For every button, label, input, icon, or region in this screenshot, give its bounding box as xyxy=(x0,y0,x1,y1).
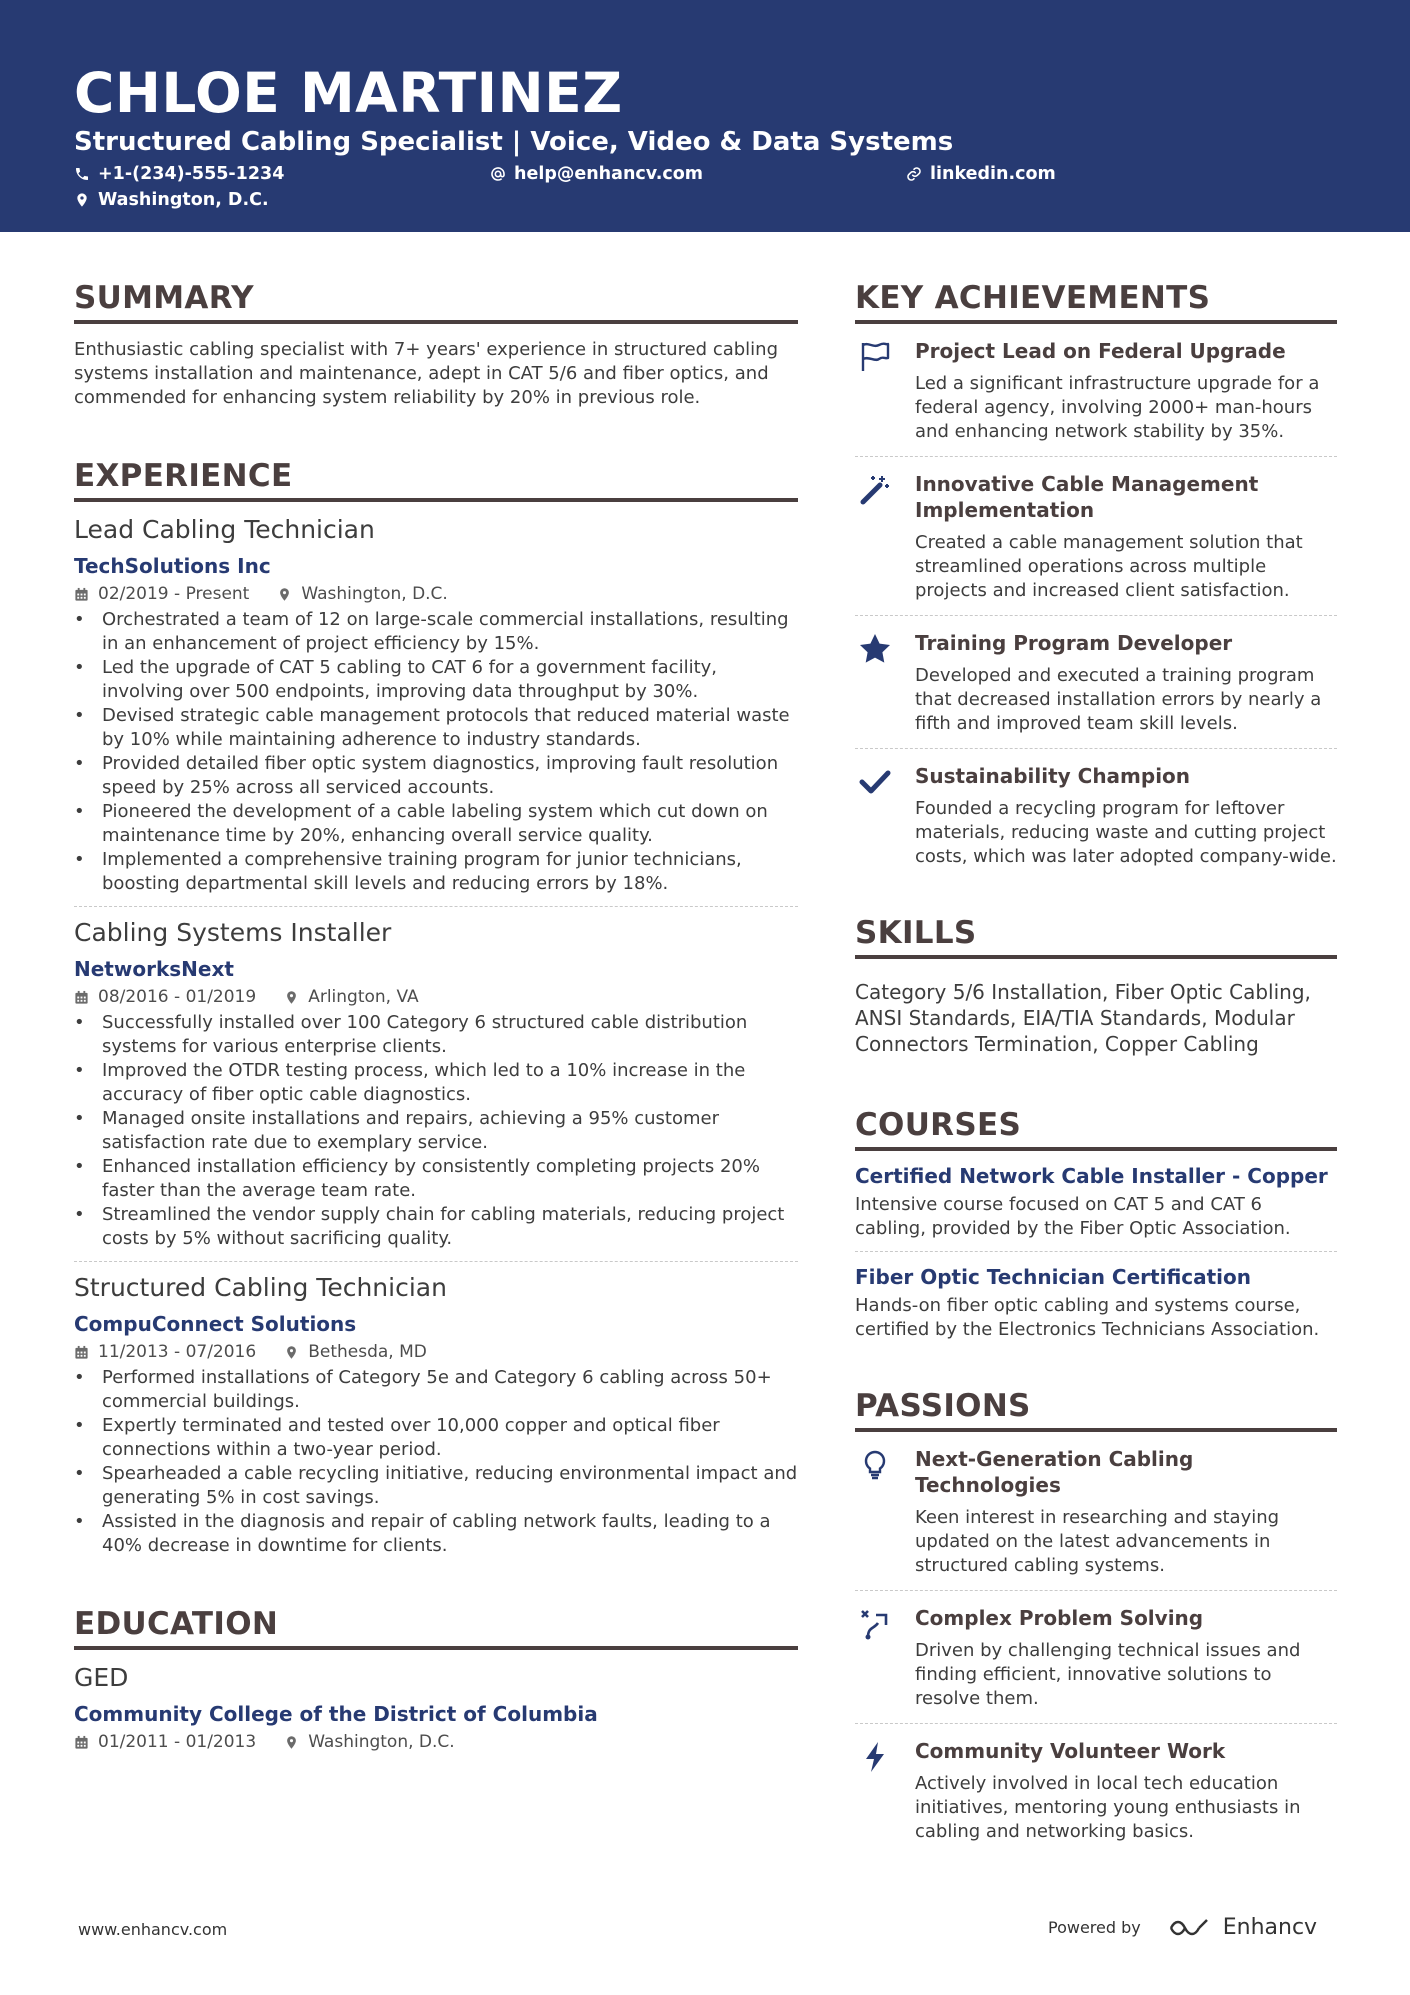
contact-linkedin[interactable] xyxy=(906,162,1056,186)
achievement-item xyxy=(855,324,1337,456)
job-bullet: • Led the upgrade of CAT 5 cabling to CAT 6 for a government facility, involving over 500 endpoints, improving data throughput by 30%. xyxy=(74,656,798,704)
contact-email[interactable] xyxy=(490,162,703,186)
job-entry xyxy=(74,514,798,906)
courses-section xyxy=(855,1105,1337,1352)
item-description: Developed and executed a training program that decreased installation errors by nearly a fifth and improved team skill levels. xyxy=(915,665,1322,734)
brand-name: Enhancv xyxy=(1222,1915,1318,1940)
contact-location xyxy=(74,188,269,212)
item-body xyxy=(915,1738,1337,1844)
job-bullet: • Provided detailed fiber optic system diagnostics, improving fault resolution speed by 25% across all serviced accounts. xyxy=(74,752,798,800)
course-item xyxy=(855,1151,1337,1251)
job-dates-text: 08/2016 - 01/2019 xyxy=(98,987,257,1007)
job-list xyxy=(74,514,798,1568)
item-title: Project Lead on Federal Upgrade xyxy=(915,339,1286,363)
passion-item xyxy=(855,1590,1337,1723)
path-icon xyxy=(855,1605,895,1711)
item-body xyxy=(915,338,1337,444)
job-bullets xyxy=(74,1366,798,1558)
calendar-icon xyxy=(74,990,89,1005)
item-description: Founded a recycling program for leftover materials, reducing waste and cutting project costs, which was later adopted company-wide. xyxy=(915,798,1337,867)
passion-item xyxy=(855,1432,1337,1590)
job-location xyxy=(277,582,447,606)
job-meta xyxy=(74,1340,798,1364)
item-description: Led a significant infrastructure upgrade for a federal agency, involving 2000+ man-hours and enhancing network stability by 35%. xyxy=(915,373,1320,442)
job-entry xyxy=(74,906,798,1261)
location-pin-icon xyxy=(284,1345,299,1360)
item-body xyxy=(915,763,1337,869)
education-dates-text: 01/2011 - 01/2013 xyxy=(98,1732,257,1752)
passions-heading: PASSIONS xyxy=(855,1386,1337,1432)
job-bullet: • Streamlined the vendor supply chain for cabling materials, reducing project costs by 5% without sacrificing quality. xyxy=(74,1203,798,1251)
courses-heading: COURSES xyxy=(855,1105,1337,1151)
enhancv-logo-icon xyxy=(1167,1916,1213,1940)
job-entry xyxy=(74,1261,798,1568)
left-column xyxy=(74,278,798,1754)
header xyxy=(0,0,1410,232)
job-location xyxy=(284,1340,427,1364)
job-location-text: Washington, D.C. xyxy=(301,584,448,604)
job-dates-text: 02/2019 - Present xyxy=(98,584,250,604)
phone-text: +1-(234)-555-1234 xyxy=(98,164,285,184)
school: Community College of the District of Columbia xyxy=(74,1702,598,1726)
company-name: NetworksNext xyxy=(74,957,234,981)
job-bullet: • Spearheaded a cable recycling initiative, reducing environmental impact and generating 5% in cost savings. xyxy=(74,1462,798,1510)
course-list xyxy=(855,1151,1337,1352)
job-bullet: • Assisted in the diagnosis and repair of cabling network faults, leading to a 40% decrease in downtime for clients. xyxy=(74,1510,798,1558)
education-meta xyxy=(74,1730,798,1754)
experience-heading: EXPERIENCE xyxy=(74,456,798,502)
job-location-text: Bethesda, MD xyxy=(308,1342,427,1362)
checkmark-icon xyxy=(855,763,895,869)
education-dates xyxy=(74,1730,256,1754)
course-item xyxy=(855,1251,1337,1352)
summary-section xyxy=(74,278,798,410)
job-title: Structured Cabling Technician xyxy=(74,1273,447,1302)
achievement-item xyxy=(855,456,1337,615)
phone-icon xyxy=(74,166,90,182)
calendar-icon xyxy=(74,1735,89,1750)
contact-phone[interactable] xyxy=(74,162,284,186)
achievement-list xyxy=(855,324,1337,881)
at-icon xyxy=(490,166,506,182)
star-icon xyxy=(855,630,895,736)
location-pin-icon xyxy=(277,587,292,602)
calendar-icon xyxy=(74,587,89,602)
item-description: Driven by challenging technical issues and finding efficient, innovative solutions to resolve them. xyxy=(915,1640,1301,1709)
item-title: Innovative Cable Management Implementation xyxy=(915,472,1259,522)
lightbulb-icon xyxy=(855,1446,895,1578)
passion-list xyxy=(855,1432,1337,1856)
skills-text: Category 5/6 Installation, Fiber Optic Cabling, ANSI Standards, EIA/TIA Standards, Modular Connectors Termination, Copper Cabling xyxy=(855,980,1311,1056)
item-title: Complex Problem Solving xyxy=(915,1606,1204,1630)
job-title: Cabling Systems Installer xyxy=(74,918,392,947)
footer-branding xyxy=(1048,1915,1317,1940)
job-dates-text: 11/2013 - 07/2016 xyxy=(98,1342,257,1362)
achievement-item xyxy=(855,748,1337,881)
job-bullet: • Orchestrated a team of 12 on large-scale commercial installations, resulting in an enhancement of project efficiency by 15%. xyxy=(74,608,798,656)
location-pin-icon xyxy=(284,990,299,1005)
item-description: Keen interest in researching and staying updated on the latest advancements in structured cabling systems. xyxy=(915,1507,1280,1576)
job-bullet: • Expertly terminated and tested over 10,000 copper and optical fiber connections within a two-year period. xyxy=(74,1414,798,1462)
item-body xyxy=(915,1605,1337,1711)
summary-text: Enthusiastic cabling specialist with 7+ years' experience in structured cabling systems installation and maintenance, adept in CAT 5/6 and fiber optics, and commended for enhancing system reliability by 20% in previous role. xyxy=(74,339,779,408)
passion-item xyxy=(855,1723,1337,1856)
education-location-text: Washington, D.C. xyxy=(308,1732,455,1752)
item-description: Actively involved in local tech education initiatives, mentoring young enthusiasts in cabling and networking basics. xyxy=(915,1773,1301,1842)
job-meta xyxy=(74,582,798,606)
right-column xyxy=(855,278,1337,1856)
job-title: Lead Cabling Technician xyxy=(74,515,375,544)
job-bullet: • Performed installations of Category 5e and Category 6 cabling across 50+ commercial buildings. xyxy=(74,1366,798,1414)
achievements-section xyxy=(855,278,1337,881)
link-icon xyxy=(906,166,922,182)
job-meta xyxy=(74,985,798,1009)
item-title: Sustainability Champion xyxy=(915,764,1191,788)
location-pin-icon xyxy=(74,192,90,208)
item-body xyxy=(915,471,1337,603)
item-description: Created a cable management solution that streamlined operations across multiple projects and increased client satisfaction. xyxy=(915,532,1303,601)
location-pin-icon xyxy=(284,1735,299,1750)
course-title: Fiber Optic Technician Certification xyxy=(855,1265,1252,1289)
job-dates xyxy=(74,582,249,606)
job-dates xyxy=(74,985,256,1009)
education-location xyxy=(284,1730,454,1754)
item-title: Community Volunteer Work xyxy=(915,1739,1226,1763)
item-body xyxy=(915,630,1337,736)
job-bullet: • Improved the OTDR testing process, which led to a 10% increase in the accuracy of fiber optic cable diagnostics. xyxy=(74,1059,798,1107)
experience-section xyxy=(74,456,798,1568)
job-bullet: • Managed onsite installations and repairs, achieving a 95% customer satisfaction rate due to exemplary service. xyxy=(74,1107,798,1155)
lightning-icon xyxy=(855,1738,895,1844)
powered-by-text: Powered by xyxy=(1048,1918,1141,1937)
education-heading: EDUCATION xyxy=(74,1604,798,1650)
course-description: Intensive course focused on CAT 5 and CAT 6 cabling, provided by the Fiber Optic Association. xyxy=(855,1194,1291,1239)
item-title: Next-Generation Cabling Technologies xyxy=(915,1447,1194,1497)
job-bullet: • Implemented a comprehensive training program for junior technicians, boosting departmental skill levels and reducing errors by 18%. xyxy=(74,848,798,896)
location-text: Washington, D.C. xyxy=(98,190,269,210)
magic-wand-icon xyxy=(855,471,895,603)
linkedin-text: linkedin.com xyxy=(930,164,1056,184)
candidate-title: Structured Cabling Specialist | Voice, Video & Data Systems xyxy=(74,127,954,157)
company-name: TechSolutions Inc xyxy=(74,554,271,578)
company-name: CompuConnect Solutions xyxy=(74,1312,357,1336)
flag-icon xyxy=(855,338,895,444)
course-description: Hands-on fiber optic cabling and systems course, certified by the Electronics Technicians Association. xyxy=(855,1295,1320,1340)
job-dates xyxy=(74,1340,256,1364)
course-title: Certified Network Cable Installer - Copper xyxy=(855,1164,1328,1188)
calendar-icon xyxy=(74,1345,89,1360)
email-text: help@enhancv.com xyxy=(514,164,704,184)
candidate-name: CHLOE MARTINEZ xyxy=(74,61,623,125)
footer-website[interactable]: www.enhancv.com xyxy=(78,1920,228,1939)
achievements-heading: KEY ACHIEVEMENTS xyxy=(855,278,1337,324)
job-bullets xyxy=(74,608,798,896)
passions-section xyxy=(855,1386,1337,1856)
job-bullets xyxy=(74,1011,798,1251)
skills-section xyxy=(855,913,1337,1057)
skills-heading: SKILLS xyxy=(855,913,1337,959)
job-bullet: • Devised strategic cable management protocols that reduced material waste by 10% while maintaining adherence to industry standards. xyxy=(74,704,798,752)
job-location-text: Arlington, VA xyxy=(308,987,419,1007)
job-bullet: • Pioneered the development of a cable labeling system which cut down on maintenance time by 20%, enhancing overall service quality. xyxy=(74,800,798,848)
item-title: Training Program Developer xyxy=(915,631,1233,655)
achievement-item xyxy=(855,615,1337,748)
item-body xyxy=(915,1446,1337,1578)
job-bullet: • Enhanced installation efficiency by consistently completing projects 20% faster than the average team rate. xyxy=(74,1155,798,1203)
job-bullet: • Successfully installed over 100 Category 6 structured cable distribution systems for various enterprise clients. xyxy=(74,1011,798,1059)
education-section xyxy=(74,1604,798,1754)
summary-heading: SUMMARY xyxy=(74,278,798,324)
job-location xyxy=(284,985,418,1009)
degree: GED xyxy=(74,1663,129,1692)
